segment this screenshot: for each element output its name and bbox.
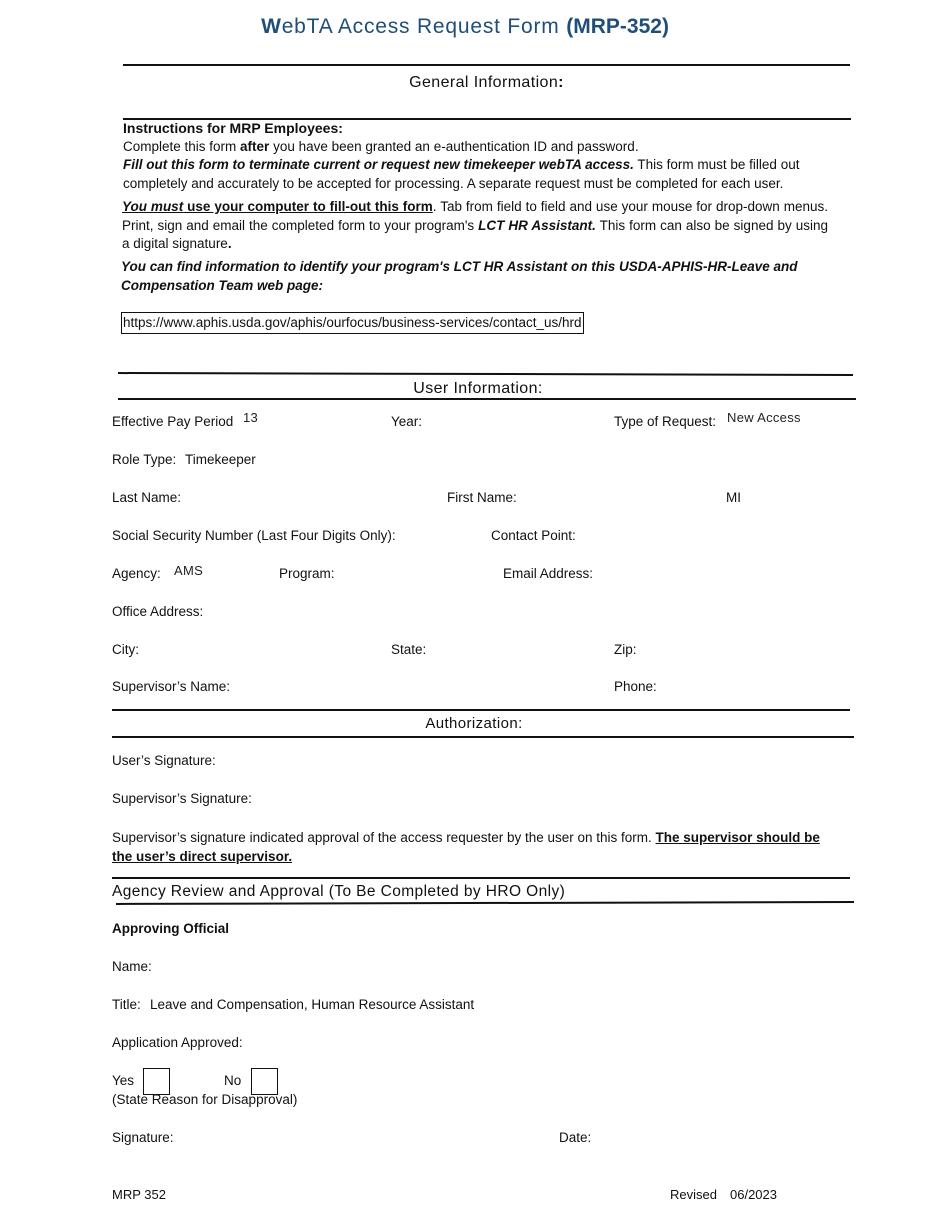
general-heading: General Information:: [409, 74, 564, 91]
agency-label: Agency:: [112, 566, 161, 581]
title-text: ebTA Access Request Form: [281, 15, 567, 38]
signature-label: Signature:: [112, 1130, 174, 1145]
application-approved-label: Application Approved:: [112, 1035, 243, 1050]
url-link[interactable]: https://www.aphis.usda.gov/aphis/ourfocus/business-services/contact_us/hrd: [121, 312, 584, 334]
divider: [118, 372, 853, 376]
instructions-title: Instructions for MRP Employees:: [123, 120, 343, 136]
revised-date: 06/2023: [730, 1187, 777, 1202]
divider: [116, 901, 854, 905]
user-heading: User Information:: [413, 380, 543, 397]
divider: [123, 64, 850, 66]
authorization-heading: Authorization:: [425, 715, 523, 732]
title-code: (MRP-352): [566, 15, 669, 38]
first-name-label: First Name:: [447, 490, 517, 505]
pay-period-field[interactable]: 13: [243, 410, 259, 425]
supervisor-note: Supervisor’s signature indicated approval of the access requester by the user on this form. The supervisor should be the user’s direct supervisor.: [112, 830, 820, 864]
disapproval-reason-label: (State Reason for Disapproval): [112, 1092, 298, 1107]
role-label: Role Type:: [112, 452, 177, 467]
instructions-line-1: Complete this form after you have been granted an e-authentication ID and password.: [123, 138, 639, 154]
agency-field[interactable]: AMS: [174, 563, 204, 578]
no-checkbox[interactable]: [251, 1068, 278, 1095]
supervisor-name-label: Supervisor’s Name:: [112, 679, 231, 694]
email-label: Email Address:: [503, 566, 594, 581]
page-title: [0, 15, 930, 39]
revised-label: Revised: [670, 1187, 717, 1202]
user-signature-label: User’s Signature:: [112, 753, 216, 768]
request-type-field[interactable]: New Access: [727, 410, 801, 425]
state-label: State:: [391, 642, 427, 657]
pay-period-label: Effective Pay Period: [112, 414, 234, 429]
divider: [118, 398, 856, 400]
find-info-text: You can find information to identify your program's LCT HR Assistant on this USDA-APHIS-HR-Leave and Compensation Team web page:: [121, 259, 798, 293]
official-title-field[interactable]: Leave and Compensation, Human Resource Assistant: [150, 997, 475, 1012]
instructions-paragraph: You must use your computer to fill-out this form. Tab from field to field and use your mouse for drop-down menus. Print, sign and email the completed form to your program's LCT HR Assistant. This form can also be signed by using a digital signature.: [122, 199, 828, 251]
contact-label: Contact Point:: [491, 528, 576, 543]
no-label: No: [224, 1073, 242, 1088]
date-label: Date:: [559, 1130, 592, 1145]
mi-label: MI: [726, 490, 741, 505]
request-type-label: Type of Request:: [614, 414, 717, 429]
last-name-label: Last Name:: [112, 490, 182, 505]
divider: [112, 709, 850, 711]
yes-checkbox[interactable]: [143, 1068, 170, 1095]
program-label: Program:: [279, 566, 335, 581]
title-first-letter: W: [261, 15, 282, 38]
divider: [112, 877, 850, 879]
divider: [112, 736, 854, 738]
review-heading: Agency Review and Approval (To Be Completed by HRO Only): [112, 883, 566, 900]
official-title-label: Title:: [112, 997, 141, 1012]
ssn-label: Social Security Number (Last Four Digits Only):: [112, 528, 396, 543]
yes-label: Yes: [112, 1073, 135, 1088]
year-label: Year:: [391, 414, 423, 429]
form-code: MRP 352: [112, 1187, 166, 1202]
instructions-block: [123, 119, 829, 193]
supervisor-signature-label: Supervisor’s Signature:: [112, 791, 252, 806]
role-field[interactable]: Timekeeper: [185, 452, 256, 467]
zip-label: Zip:: [614, 642, 637, 657]
instructions-line-2: Fill out this form to terminate current or request new timekeeper webTA access. This form must be filled out completely and accurately to be accepted for processing. A separate request must be completed for each user.: [123, 157, 800, 191]
official-name-label: Name:: [112, 959, 152, 974]
phone-label: Phone:: [614, 679, 657, 694]
office-address-label: Office Address:: [112, 604, 204, 619]
approving-official-label: Approving Official: [112, 921, 230, 936]
city-label: City:: [112, 642, 139, 657]
